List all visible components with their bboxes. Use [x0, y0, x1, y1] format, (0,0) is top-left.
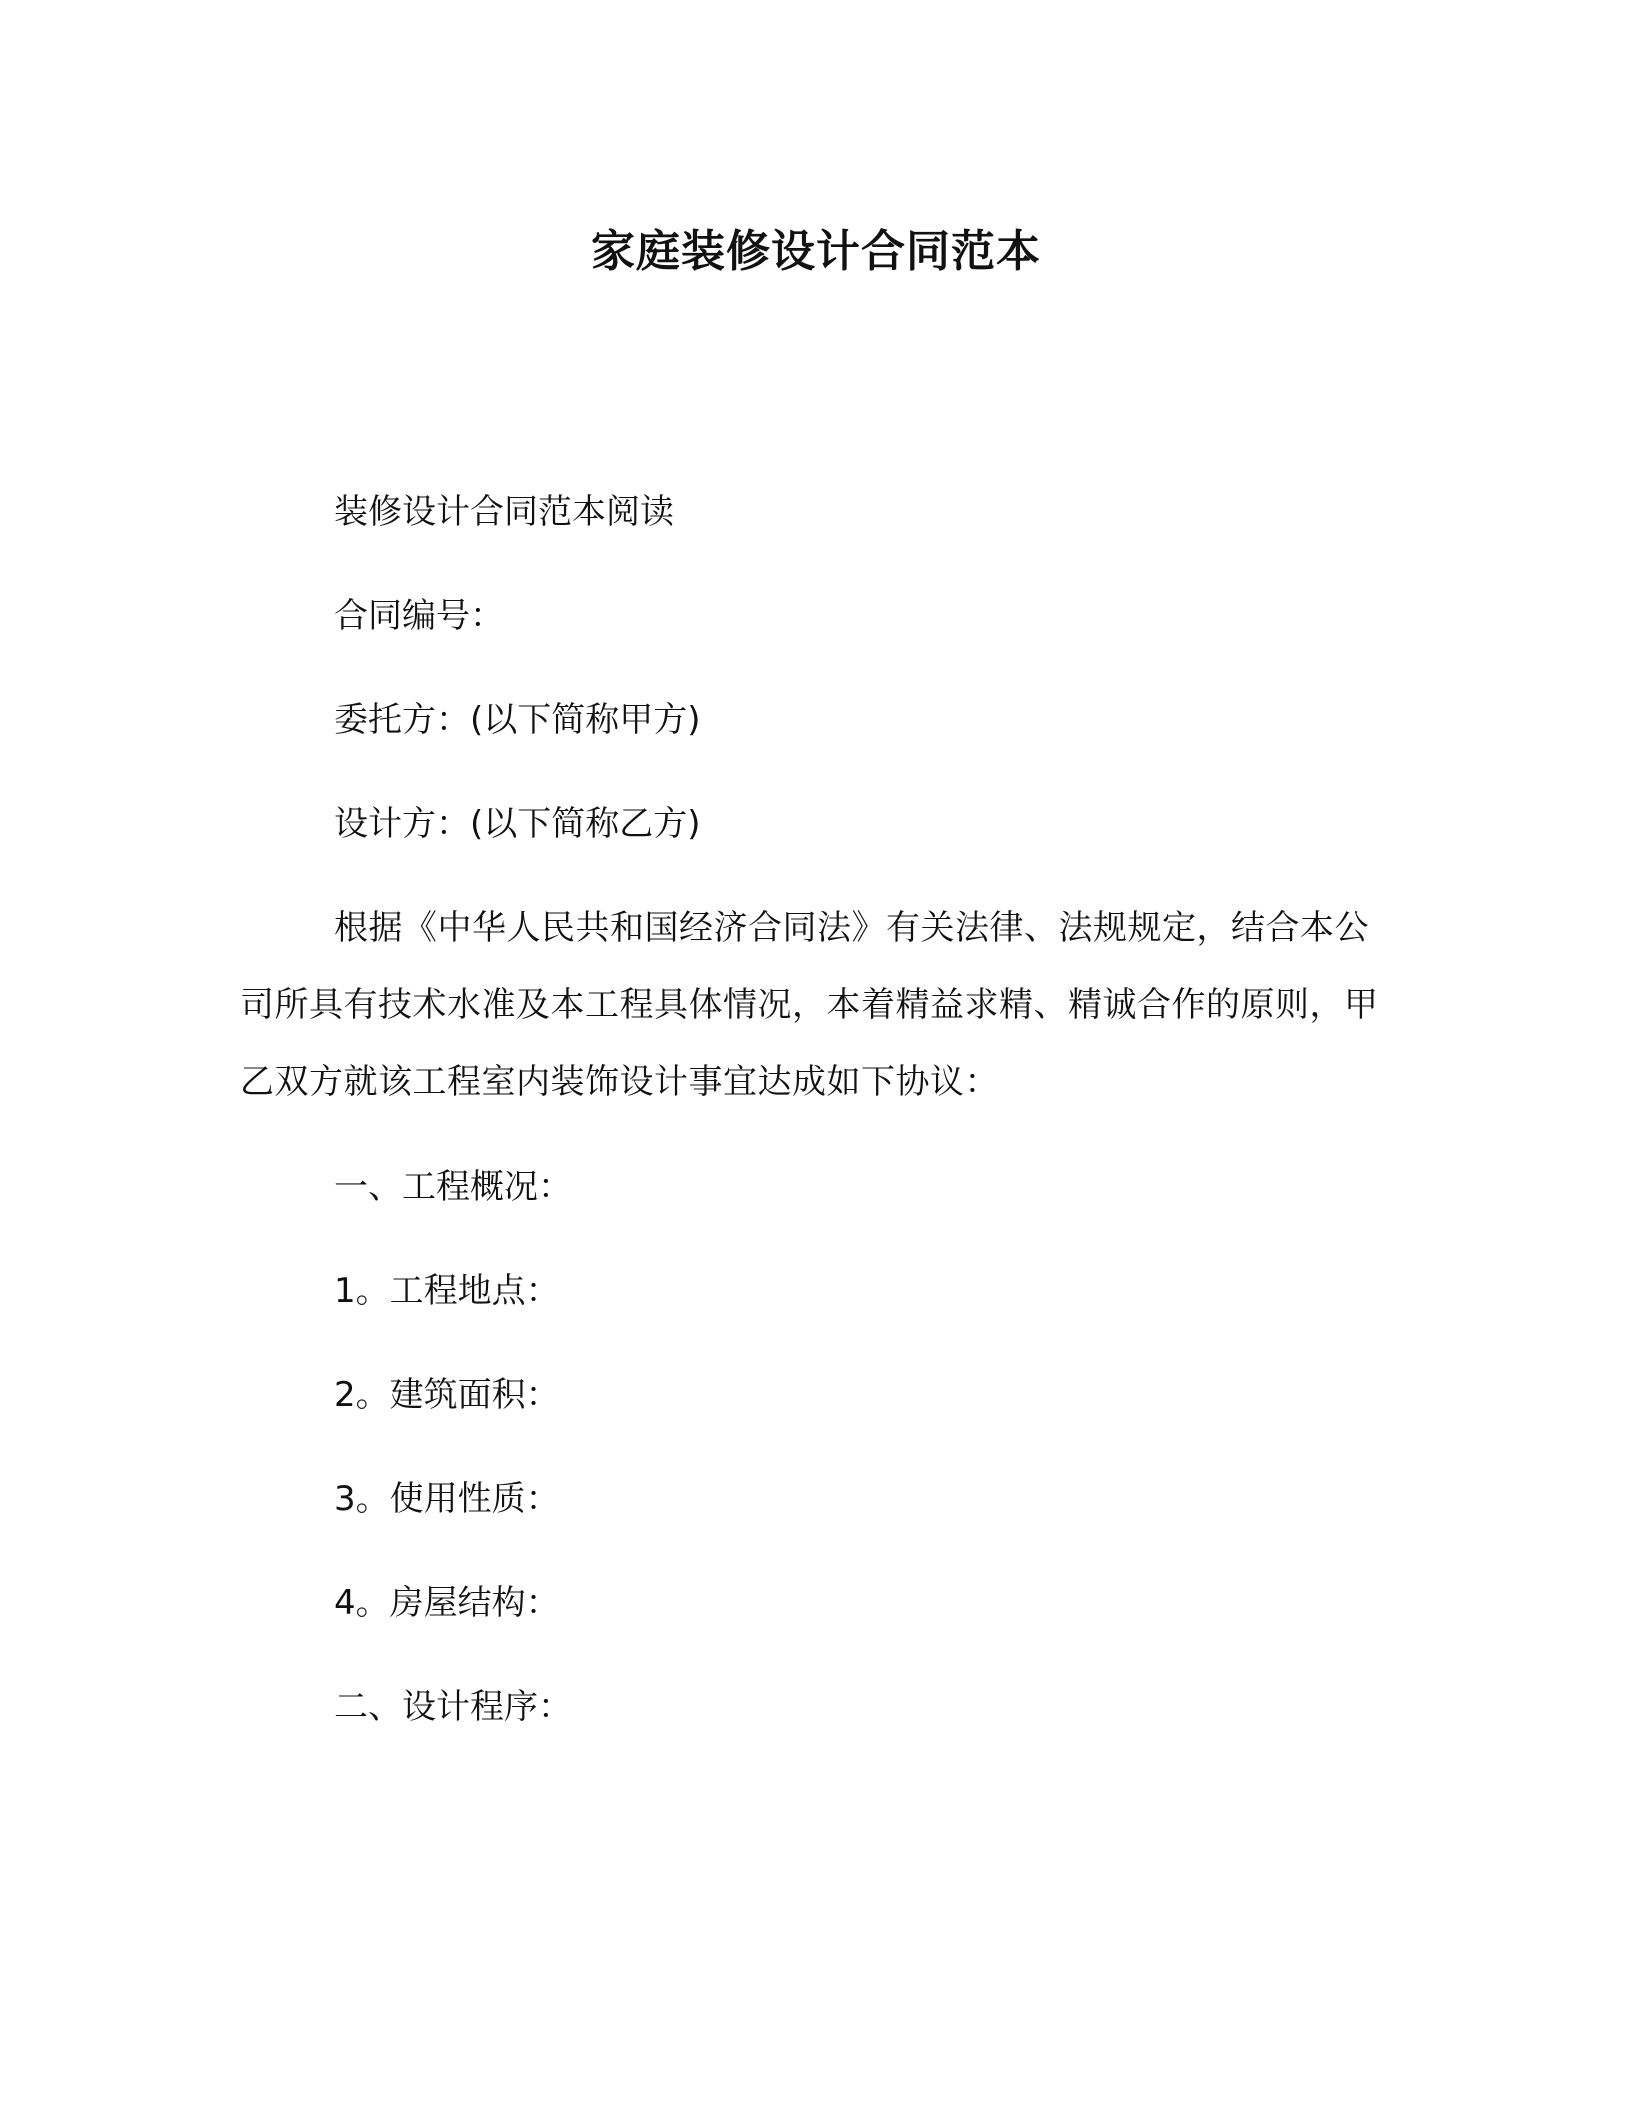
- project-location-line: 1。工程地点：: [334, 1271, 560, 1311]
- usage-type-line: 3。使用性质：: [334, 1479, 560, 1519]
- section-one-heading: 一、工程概况：: [334, 1167, 572, 1207]
- contract-number-line: 合同编号：: [334, 596, 504, 636]
- document-body: [240, 490, 1390, 1789]
- subtitle-line: 装修设计合同范本阅读: [334, 492, 674, 532]
- building-structure-line: 4。房屋结构：: [334, 1583, 560, 1623]
- client-party-line: 委托方：(以下简称甲方): [334, 700, 701, 740]
- document-title: 家庭装修设计合同范本: [591, 226, 1041, 277]
- designer-party-line: 设计方：(以下简称乙方): [334, 804, 701, 844]
- section-two-heading: 二、设计程序：: [334, 1687, 572, 1727]
- building-area-line: 2。建筑面积：: [334, 1375, 560, 1415]
- preamble-paragraph: 根据《中华人民共和国经济合同法》有关法律、法规规定，结合本公司所具有技术水准及本工程具体情况，本着精益求精、精诚合作的原则，甲乙双方就该工程室内装饰设计事宜达成如下协议：: [240, 908, 1379, 1102]
